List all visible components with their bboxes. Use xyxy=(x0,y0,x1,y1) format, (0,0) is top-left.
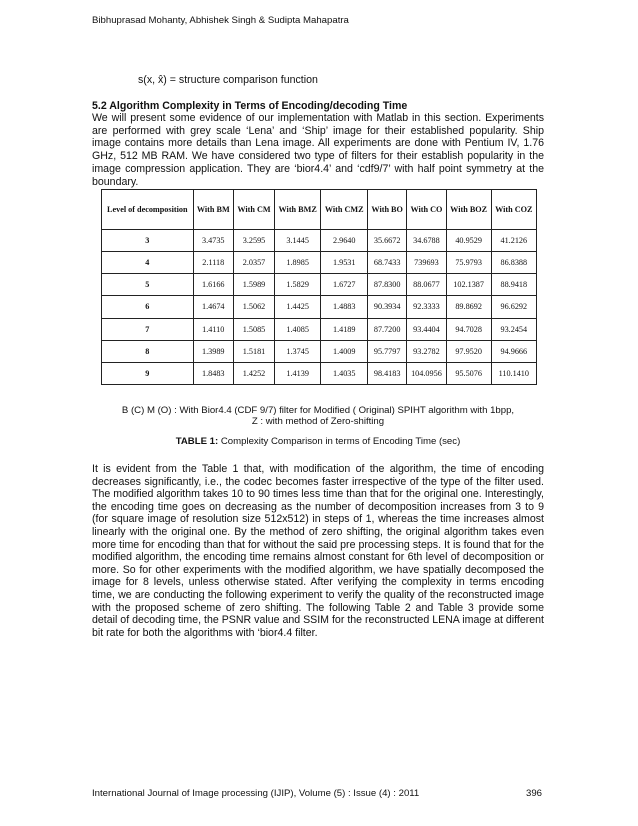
table-cell: 1.4009 xyxy=(321,340,368,362)
footnote-line: Z : with method of Zero-shifting xyxy=(251,416,385,427)
table-cell: 102.1387 xyxy=(446,274,491,296)
table-cell: 2.9640 xyxy=(321,230,368,252)
table-cell: 89.8692 xyxy=(446,296,491,318)
table-cell: 3.1445 xyxy=(275,230,321,252)
table-header-row xyxy=(102,190,537,230)
running-header: Bibhuprasad Mohanty, Abhishek Singh & Sudipta Mahapatra xyxy=(92,15,349,26)
table-cell: 1.4189 xyxy=(321,318,368,340)
caption-label: TABLE 1: xyxy=(175,436,219,447)
table-cell: 34.6788 xyxy=(407,230,447,252)
table-cell: 96.6292 xyxy=(491,296,536,318)
column-header: With BMZ xyxy=(275,190,321,230)
table-cell: 92.3333 xyxy=(407,296,447,318)
column-header: With BOZ xyxy=(446,190,491,230)
table-cell: 1.8483 xyxy=(193,362,234,384)
table-cell: 1.3989 xyxy=(193,340,234,362)
table-cell: 2.1118 xyxy=(193,252,234,274)
table-cell: 93.2782 xyxy=(407,340,447,362)
table-cell: 1.9531 xyxy=(321,252,368,274)
table-cell: 1.6166 xyxy=(193,274,234,296)
table-cell: 1.5181 xyxy=(234,340,275,362)
table-cell: 4 xyxy=(102,252,194,274)
table-cell: 40.9529 xyxy=(446,230,491,252)
table-cell: 75.9793 xyxy=(446,252,491,274)
table-cell: 3 xyxy=(102,230,194,252)
column-header: Level of decomposition xyxy=(102,190,194,230)
table-cell: 104.0956 xyxy=(407,362,447,384)
table-cell: 98.4183 xyxy=(368,362,407,384)
table-cell: 1.4883 xyxy=(321,296,368,318)
table-cell: 1.4425 xyxy=(275,296,321,318)
table-cell: 68.7433 xyxy=(368,252,407,274)
table-cell: 3.2595 xyxy=(234,230,275,252)
table-row xyxy=(102,340,537,362)
table-row xyxy=(102,252,537,274)
table-cell: 1.8985 xyxy=(275,252,321,274)
formula-definition: s(x, x̂) = structure comparison function xyxy=(138,74,318,86)
section-intro-paragraph: We will present some evidence of our implementation with Matlab in this section. Experiments are performed with grey scale ‘Lena’ and ‘Ship’ image for their established popularity. Ship image contains more details than Lena image. All experiments are done with Pentium IV, 1.76 GHz, 512 MB RAM. We have considered two type of filters for their establish popularity in the image compression application. They are ‘bior4.4’ and ‘cdf9/7’ with half point symmetry at the boundary. xyxy=(92,112,544,188)
column-header: With BO xyxy=(368,190,407,230)
table-cell: 1.3745 xyxy=(275,340,321,362)
table-cell: 94.7028 xyxy=(446,318,491,340)
table-cell: 9 xyxy=(102,362,194,384)
table-cell: 739693 xyxy=(407,252,447,274)
table-cell: 95.7797 xyxy=(368,340,407,362)
table-cell: 3.4735 xyxy=(193,230,234,252)
encoding-time-table xyxy=(101,189,537,385)
table-cell: 1.4110 xyxy=(193,318,234,340)
table-cell: 1.5085 xyxy=(234,318,275,340)
table-cell: 1.4035 xyxy=(321,362,368,384)
journal-footer: International Journal of Image processing (IJIP), Volume (5) : Issue (4) : 2011 xyxy=(92,788,420,799)
table-cell: 93.2454 xyxy=(491,318,536,340)
table-row xyxy=(102,230,537,252)
table-cell: 93.4404 xyxy=(407,318,447,340)
column-header: With CO xyxy=(407,190,447,230)
table-cell: 1.4139 xyxy=(275,362,321,384)
table-row xyxy=(102,274,537,296)
table-cell: 86.8388 xyxy=(491,252,536,274)
table-footnote xyxy=(92,405,544,427)
table-cell: 95.5076 xyxy=(446,362,491,384)
table-cell: 87.7200 xyxy=(368,318,407,340)
table-cell: 94.9666 xyxy=(491,340,536,362)
column-header: With BM xyxy=(193,190,234,230)
table-caption xyxy=(92,436,544,447)
table-cell: 8 xyxy=(102,340,194,362)
table-row xyxy=(102,318,537,340)
body-paragraph: It is evident from the Table 1 that, with modification of the algorithm, the time of encoding decreases significantly, i.e., the codec becomes faster irrespective of the type of the filter used. The modified algorithm takes 10 to 90 times less time than that for the original one. Interestingly, the encoding time goes on decreasing as the number of decomposition increases from 3 to 9 (for square image of resolution size 512x512) in steps of 1, whereas the time increases almost linearly with the original one. By the method of zero shifting, the original algorithm takes even more time for encoding than that for without the said pre processing steps. It is found that for the modified algorithm, the encoding time remains almost constant for 6th level of decomposition or more. So for other experiments with the modified algorithm, we have spatially decomposed the image for 8 levels, unless otherwise stated. After verifying the complexity in terms encoding time, we are conducting the following experiment to verify the quality of the reconstructed image with the proposed scheme of zero shifting. The following Table 2 and Table 3 provide some detail of decoding time, the PSNR value and SSIM for the reconstructed LENA image at different bit rate for both the algorithms with ‘bior4.4 filter. xyxy=(92,463,544,639)
section-heading: 5.2 Algorithm Complexity in Terms of Encoding/decoding Time xyxy=(92,100,408,112)
table-cell: 1.6727 xyxy=(321,274,368,296)
table-cell: 1.4252 xyxy=(234,362,275,384)
table-cell: 88.0677 xyxy=(407,274,447,296)
table-cell: 87.8300 xyxy=(368,274,407,296)
table-cell: 6 xyxy=(102,296,194,318)
table-cell: 1.5989 xyxy=(234,274,275,296)
caption-text: Complexity Comparison in terms of Encoding Time (sec) xyxy=(218,436,461,447)
column-header: With CM xyxy=(234,190,275,230)
table-row xyxy=(102,296,537,318)
table-cell: 110.1410 xyxy=(491,362,536,384)
table-row xyxy=(102,362,537,384)
column-header: With COZ xyxy=(491,190,536,230)
table-cell: 7 xyxy=(102,318,194,340)
table-cell: 88.9418 xyxy=(491,274,536,296)
table-cell: 1.5829 xyxy=(275,274,321,296)
footnote-line: B (C) M (O) : With Bior4.4 (CDF 9/7) filter for Modified ( Original) SPIHT algorithm with 1bpp, xyxy=(121,405,515,416)
table-cell: 1.4674 xyxy=(193,296,234,318)
table-cell: 90.3934 xyxy=(368,296,407,318)
table-cell: 35.6672 xyxy=(368,230,407,252)
table-cell: 1.5062 xyxy=(234,296,275,318)
table-cell: 1.4085 xyxy=(275,318,321,340)
table-cell: 41.2126 xyxy=(491,230,536,252)
column-header: With CMZ xyxy=(321,190,368,230)
table-cell: 5 xyxy=(102,274,194,296)
page-number: 396 xyxy=(526,788,543,799)
table-cell: 2.0357 xyxy=(234,252,275,274)
table-cell: 97.9520 xyxy=(446,340,491,362)
